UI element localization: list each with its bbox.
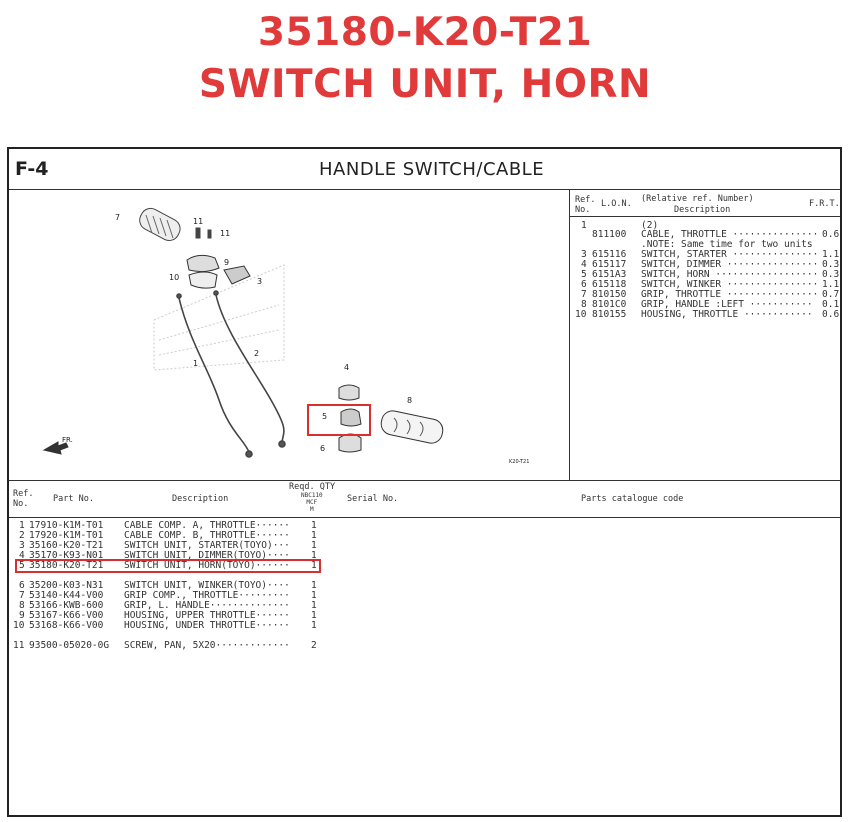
row-ref: 11 <box>13 640 25 651</box>
row-part-number: 35200-K03-N31 <box>29 580 104 591</box>
highlight-box <box>15 559 321 573</box>
ref-row-frt: 0.6 <box>822 309 840 320</box>
row-description: HOUSING, UNDER THROTTLE······ <box>124 620 290 631</box>
parts-ref-col-header: Ref. No. <box>13 489 34 509</box>
row-description: CABLE COMP. A, THROTTLE······ <box>124 520 290 531</box>
row-part-number: 35180-K20-T21 <box>29 560 104 571</box>
ref-row-desc: (2) <box>641 220 659 231</box>
callout-label: 2 <box>254 349 260 358</box>
row-ref: 3 <box>19 540 25 551</box>
row-description: CABLE COMP. B, THROTTLE······ <box>124 530 290 541</box>
row-ref: 2 <box>19 530 25 541</box>
ref-col-header: Ref. No. <box>575 195 596 215</box>
ref-row-lon: 810150 <box>592 289 627 300</box>
exploded-diagram <box>9 190 567 480</box>
ref-row-lon: 811100 <box>592 229 627 240</box>
frt-col-header: F.R.T. <box>809 199 840 209</box>
ref-row-ref: 6 <box>581 279 587 290</box>
row-qty: 2 <box>311 640 317 651</box>
ref-row-lon: 615116 <box>592 249 627 260</box>
ref-row-ref: 8 <box>581 299 587 310</box>
ref-row-lon: 615117 <box>592 259 627 270</box>
row-part-number: 93500-05020-0G <box>29 640 110 651</box>
ref-row-frt: 0.3 <box>822 269 840 280</box>
row-ref: 4 <box>19 550 25 561</box>
ref-row-desc: SWITCH, STARTER ··············· <box>641 249 819 260</box>
ref-row-desc: .NOTE: Same time for two units <box>641 239 813 250</box>
ref-row-frt: 1.1 <box>822 249 840 260</box>
row-ref: 10 <box>13 620 25 631</box>
row-qty: 1 <box>311 580 317 591</box>
callout-label: 9 <box>224 258 230 267</box>
row-qty: 1 <box>311 550 317 561</box>
ref-row-lon: 6151A3 <box>592 269 627 280</box>
part-number-heading: 35180-K20-T21 <box>257 10 593 55</box>
fr-label: FR. <box>62 436 73 444</box>
row-ref: 6 <box>19 580 25 591</box>
ref-row-ref: 3 <box>581 249 587 260</box>
row-part-number: 35160-K20-T21 <box>29 540 104 551</box>
row-qty: 1 <box>311 620 317 631</box>
divider <box>9 480 840 481</box>
callout-label: 8 <box>407 396 413 405</box>
ref-row-desc: GRIP, HANDLE :LEFT ··········· <box>641 299 813 310</box>
row-part-number: 17910-K1M-T01 <box>29 520 104 531</box>
ref-row-frt: 0.6 <box>822 229 840 240</box>
row-description: GRIP, L. HANDLE·············· <box>124 600 290 611</box>
left-grip-icon <box>379 409 445 445</box>
callout-label: 3 <box>257 277 263 286</box>
row-qty: 1 <box>311 590 317 601</box>
part-name-heading: SWITCH UNIT, HORN <box>198 62 652 107</box>
divider <box>9 517 840 518</box>
qty-col-header: Reqd. QTY <box>289 482 336 492</box>
callout-label: 6 <box>320 444 326 453</box>
row-description: GRIP COMP., THROTTLE········· <box>124 590 290 601</box>
callout-label: 5 <box>322 412 328 421</box>
section-code: F-4 <box>15 158 49 180</box>
ref-row-desc: SWITCH, HORN ·················· <box>641 269 819 280</box>
row-part-number: 53166-KWB-600 <box>29 600 104 611</box>
row-ref: 7 <box>19 590 25 601</box>
section-title: HANDLE SWITCH/CABLE <box>319 159 545 180</box>
row-description: SCREW, PAN, 5X20············· <box>124 640 290 651</box>
ref-row-lon: 810155 <box>592 309 627 320</box>
row-ref: 5 <box>19 560 25 571</box>
ref-row-frt: 0.3 <box>822 259 840 270</box>
row-qty: 1 <box>311 560 317 571</box>
qty-model-header: NBC110 MCF M <box>301 492 323 513</box>
callout-label: 11 <box>193 217 204 226</box>
partno-col-header: Part No. <box>53 494 94 504</box>
row-part-number: 53167-K66-V00 <box>29 610 104 621</box>
divider <box>570 216 840 217</box>
ref-row-lon: 8101C0 <box>592 299 627 310</box>
row-description: HOUSING, UPPER THROTTLE······ <box>124 610 290 621</box>
row-qty: 1 <box>311 600 317 611</box>
row-ref: 8 <box>19 600 25 611</box>
serial-col-header: Serial No. <box>347 494 399 504</box>
ref-row-frt: 0.1 <box>822 299 840 310</box>
throttle-grip-icon <box>136 205 183 244</box>
ref-row-desc: SWITCH, WINKER ················ <box>641 279 819 290</box>
desc-col-header: Description <box>674 205 731 215</box>
callout-label: 7 <box>115 213 121 222</box>
diagram-code: K20-T21 <box>509 459 530 465</box>
switch-unit-icon <box>339 385 361 452</box>
callout-label: 11 <box>220 229 231 238</box>
row-part-number: 53168-K66-V00 <box>29 620 104 631</box>
ref-row-desc: SWITCH, DIMMER ················ <box>641 259 819 270</box>
ref-row-desc: HOUSING, THROTTLE ············ <box>641 309 813 320</box>
ref-row-ref: 1 <box>581 220 587 231</box>
ref-row-ref: 10 <box>575 309 587 320</box>
row-qty: 1 <box>311 540 317 551</box>
row-part-number: 17920-K1M-T01 <box>29 530 104 541</box>
row-description: SWITCH UNIT, WINKER(TOYO)···· <box>124 580 290 591</box>
row-qty: 1 <box>311 610 317 621</box>
ref-row-ref: 4 <box>581 259 587 270</box>
callout-label: 1 <box>193 359 199 368</box>
ref-row-desc: GRIP, THROTTLE ················ <box>641 289 819 300</box>
row-description: SWITCH UNIT, STARTER(TOYO)··· <box>124 540 290 551</box>
callout-label: 10 <box>169 273 180 282</box>
callout-label: 4 <box>344 363 350 372</box>
ref-row-lon: 615118 <box>592 279 627 290</box>
ref-row-frt: 1.1 <box>822 279 840 290</box>
ref-row-desc: CABLE, THROTTLE ··············· <box>641 229 819 240</box>
ref-row-ref: 5 <box>581 269 587 280</box>
row-description: SWITCH UNIT, HORN(TOYO)······ <box>124 560 290 571</box>
catalog-page <box>7 147 842 817</box>
parts-desc-col-header: Description <box>172 494 229 504</box>
ref-row-frt: 0.7 <box>822 289 840 300</box>
desc-col-header-top: (Relative ref. Number) <box>641 194 754 204</box>
row-qty: 1 <box>311 520 317 531</box>
catalog-col-header: Parts catalogue code <box>581 494 684 504</box>
row-part-number: 53140-K44-V00 <box>29 590 104 601</box>
divider <box>569 189 570 480</box>
row-description: SWITCH UNIT, DIMMER(TOYO)···· <box>124 550 290 561</box>
row-qty: 1 <box>311 530 317 541</box>
throttle-housing-icon <box>187 255 250 288</box>
row-ref: 1 <box>19 520 25 531</box>
lon-col-header: L.O.N. <box>601 199 632 209</box>
row-ref: 9 <box>19 610 25 621</box>
screw-icon <box>196 228 211 238</box>
ref-row-ref: 7 <box>581 289 587 300</box>
throttle-cable-icon <box>177 291 285 457</box>
row-part-number: 35170-K93-N01 <box>29 550 104 561</box>
